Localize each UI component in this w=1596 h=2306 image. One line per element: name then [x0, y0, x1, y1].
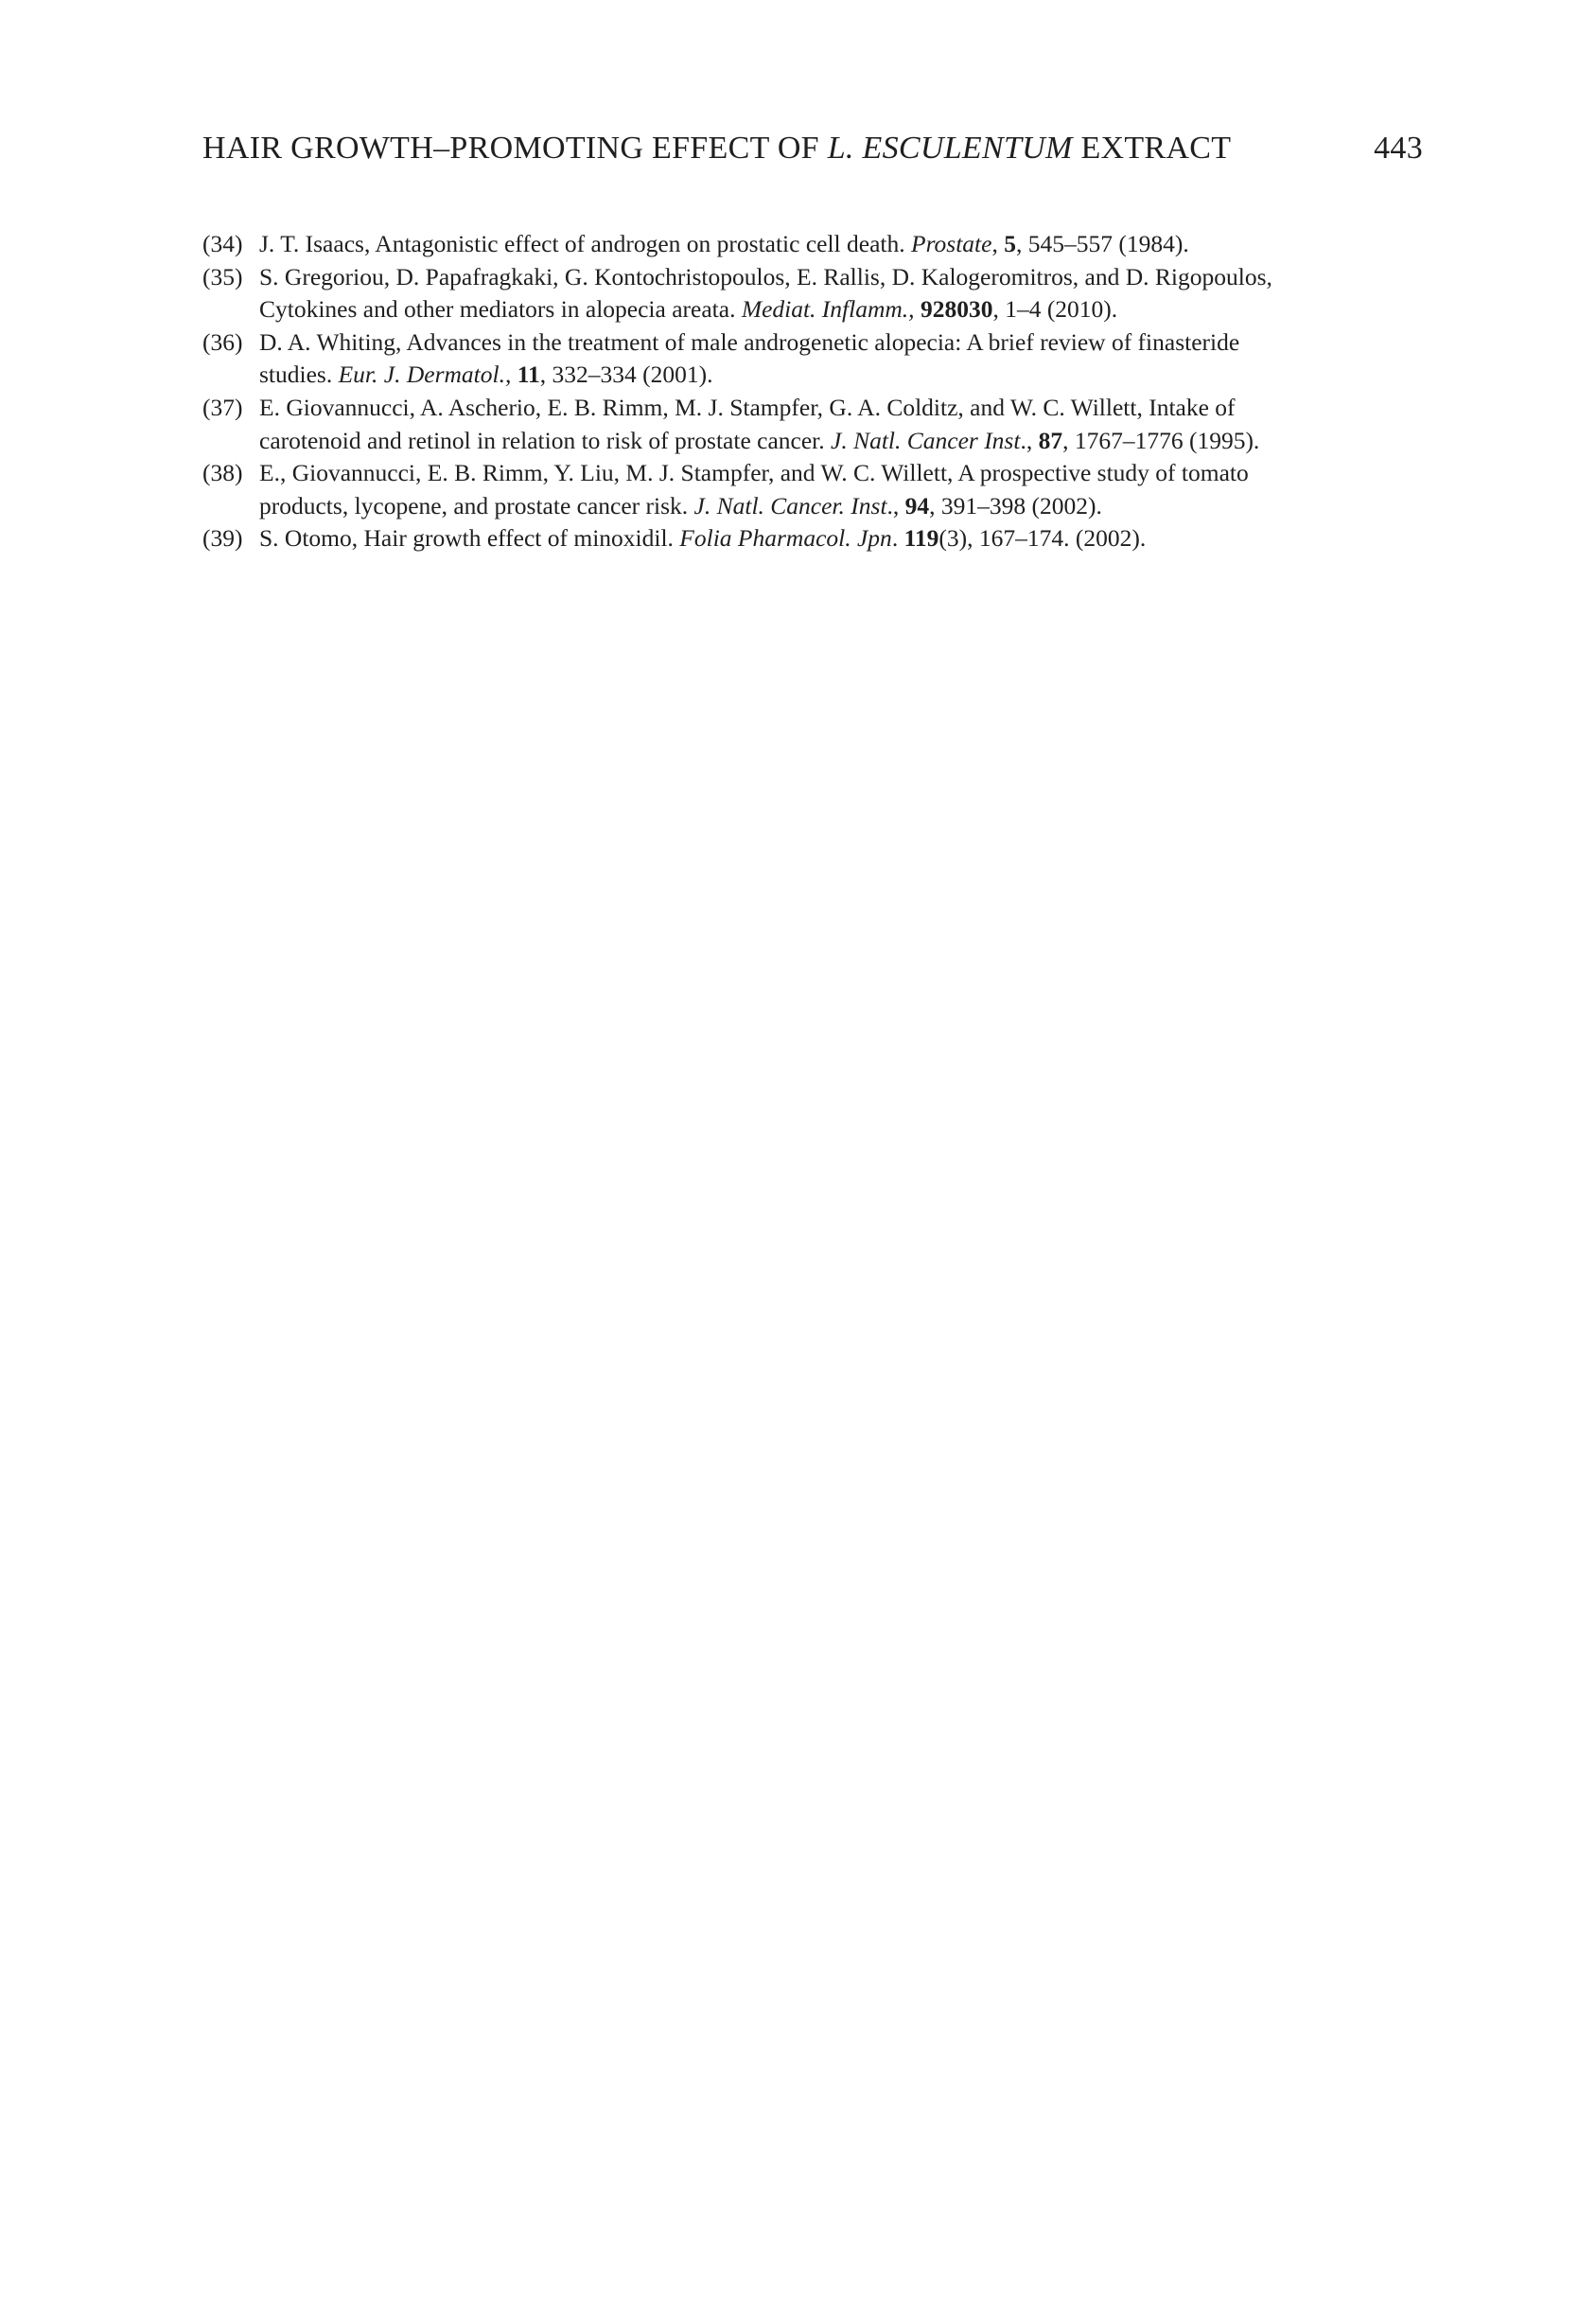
running-title-species: L. ESCULENTUM [827, 131, 1073, 166]
reference-line [259, 228, 1423, 261]
reference-line [259, 359, 1423, 392]
reference-text: , [991, 230, 1005, 257]
reference-volume: 119 [903, 524, 939, 553]
reference-line [259, 522, 1423, 555]
reference-item [202, 457, 1423, 522]
reference-journal: Eur. J. Dermatol., [338, 361, 512, 389]
reference-number: (38) [202, 459, 243, 487]
reference-line [259, 457, 1423, 490]
reference-volume: 87 [1038, 426, 1063, 454]
reference-text: J. T. Isaacs, Antagonistic effect of androgen on prostatic cell death. [259, 230, 911, 257]
reference-number: (34) [202, 230, 243, 257]
reference-item [202, 326, 1423, 392]
reference-journal: J. Natl. Cancer Inst [831, 426, 1021, 454]
reference-text: D. A. Whiting, Advances in the treatment of male androgenetic alopecia: A brief review of finasteride [259, 327, 1240, 356]
running-title-suffix: EXTRACT [1072, 131, 1232, 166]
reference-text: S. Otomo, Hair growth effect of minoxidil. [259, 524, 680, 553]
reference-item [202, 392, 1423, 457]
reference-number: (35) [202, 262, 243, 290]
reference-item [202, 228, 1423, 261]
reference-line [259, 326, 1423, 360]
reference-text: ., [1020, 426, 1039, 454]
reference-line [259, 293, 1423, 326]
reference-volume: 11 [517, 361, 540, 389]
reference-number: (39) [202, 524, 243, 553]
reference-text: products, lycopene, and prostate cancer risk. [259, 491, 694, 519]
reference-text: , 545–557 (1984). [1015, 230, 1189, 257]
reference-text: E., Giovannucci, E. B. Rimm, Y. Liu, M. J. Stampfer, and W. C. Willett, A prospective study of tomato [259, 459, 1249, 487]
reference-line [259, 490, 1423, 523]
reference-journal: J. Natl. Cancer. Inst [693, 491, 887, 519]
reference-volume: 5 [1004, 230, 1016, 257]
reference-text: (3), 167–174. (2002). [938, 524, 1147, 553]
page-number: 443 [1374, 131, 1423, 166]
running-header [202, 125, 1423, 172]
reference-item [202, 261, 1423, 326]
reference-text: , 332–334 (2001). [539, 361, 713, 389]
reference-text: Cytokines and other mediators in alopecia areata. [259, 295, 742, 324]
reference-number: (36) [202, 327, 243, 356]
reference-line [259, 392, 1423, 425]
reference-text: studies. [259, 361, 339, 389]
reference-line [259, 261, 1423, 294]
reference-text: ., [886, 491, 905, 519]
reference-text: E. Giovannucci, A. Ascherio, E. B. Rimm, M. J. Stampfer, G. A. Colditz, and W. C. Willett, Intake of [259, 393, 1236, 421]
reference-text: , 391–398 (2002). [929, 491, 1102, 519]
reference-item [202, 522, 1423, 555]
reference-line [259, 425, 1423, 458]
reference-volume: 94 [904, 491, 930, 519]
reference-text: carotenoid and retinol in relation to risk of prostate cancer. [259, 426, 831, 454]
running-title-prefix: HAIR GROWTH–PROMOTING EFFECT OF [202, 131, 828, 166]
reference-text: S. Gregoriou, D. Papafragkaki, G. Kontochristopoulos, E. Rallis, D. Kalogeromitros, and D. Rigopoulos, [259, 262, 1272, 290]
reference-journal: Mediat. Inflamm., [741, 295, 915, 324]
reference-journal: Folia Pharmacol. Jpn [679, 524, 892, 553]
reference-text: , 1–4 (2010). [992, 295, 1118, 324]
reference-number: (37) [202, 393, 243, 421]
reference-volume: 928030 [920, 295, 993, 324]
reference-text: , 1767–1776 (1995). [1062, 426, 1260, 454]
reference-journal: Prostate [911, 230, 992, 257]
reference-text: . [891, 524, 904, 553]
reference-list [202, 228, 1423, 555]
running-title [202, 125, 1231, 172]
